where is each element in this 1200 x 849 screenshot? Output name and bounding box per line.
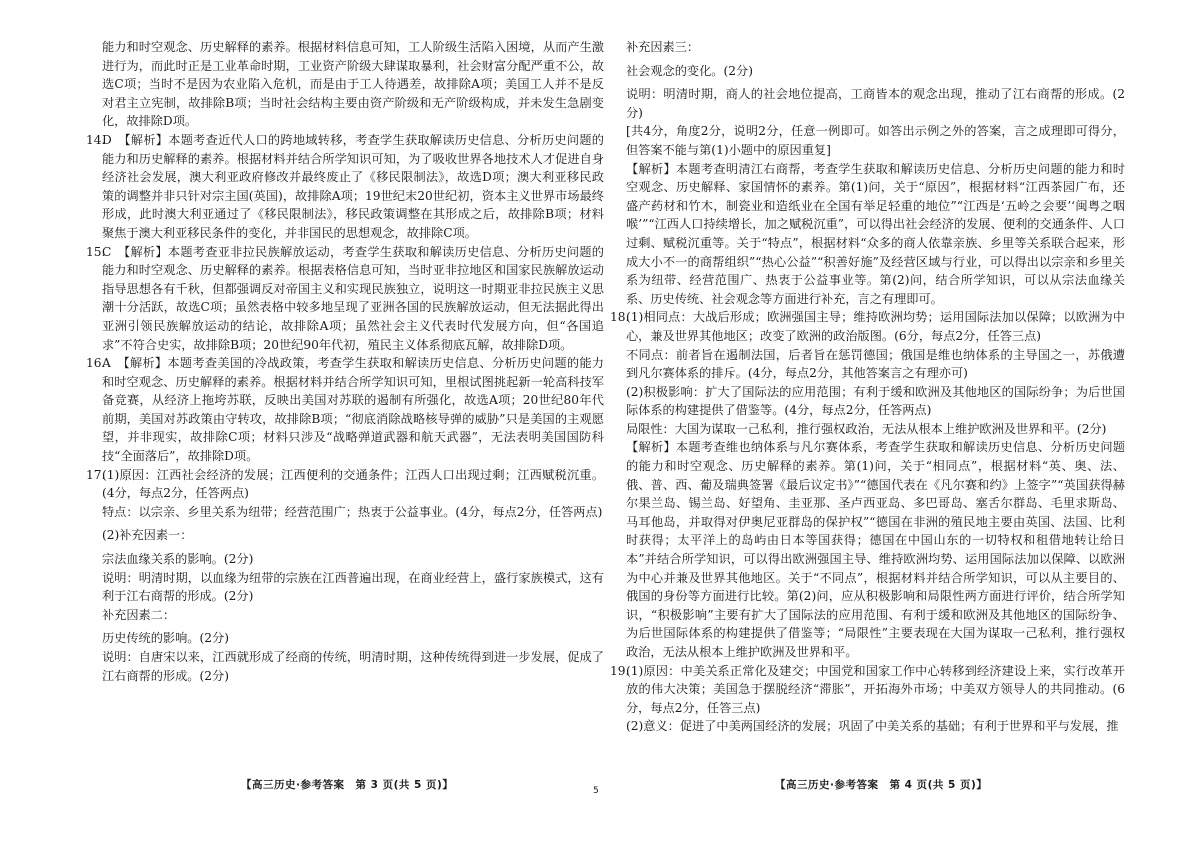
question-number: 15.: [86, 244, 106, 259]
paragraph-text: (1)原因：中美关系正常化及建交；中国党和国家工作中心转移到经济建设上来，实行改革开放的伟大决策；美国急于摆脱经济“滞胀”，开拓海外市场；中美双方领导人的共同推动。(6分，每点2分，任答三点): [626, 663, 1125, 715]
paragraph-text: (1)原因：江西社会经济的发展；江西便利的交通条件；江西人口出现过剩；江西赋税沉重。(4分，每点2分，任答两点): [102, 467, 604, 501]
paragraph-text: 说明：自唐宋以来，江西就形成了经商的传统，明清时期，这种传统得到进一步发展，促成了江右商帮的形成。(2分): [102, 650, 604, 683]
answer-item: [610, 662, 1125, 718]
paragraph-text: 特点：以宗亲、乡里关系为纽带；经营范围广；热衷于公益事业。(4分，每点2分，任答两点): [102, 504, 603, 519]
paragraph-text: 不同点：前者旨在遏制法国，后者旨在惩罚德国；俄国是维也纳体系的主导国之一，苏俄遭到凡尔赛体系的排斥。(4分，每点2分，其他答案言之有理亦可): [626, 347, 1125, 381]
answer-item: [86, 131, 604, 243]
answer-paragraph: [610, 38, 1125, 57]
paragraph-text: (2)意义：促进了中美两国经济的发展；巩固了中美关系的基础；有利于世界和平与发展，推: [626, 719, 1119, 734]
paragraph-text: 局限性：大国为谋取一己私利，推行强权政治，无法从根本上维护欧洲及世界和平。(2分): [626, 421, 1107, 436]
paragraph-text: 补充因素三：: [626, 40, 700, 54]
answer-paragraph: [610, 420, 1125, 439]
paragraph-text: 【解析】本题考查维也纳体系与凡尔赛体系，考查学生获取和解读历史信息、分析历史问题的能力和时空观念、历史解释的素养。第(1)问，关于“相同点”，根据材料“英、奥、法、俄、普、西、葡及瑞典签署《最后议定书》”“德国代表在《凡尔赛和约》上签字”“英国获得赫尔果兰岛、锡兰岛、好望角、圭亚那、圣卢西亚岛、多巴哥岛、塞舌尔群岛、毛里求斯岛、马耳他岛，并取得对伊奥尼亚群岛的保护权”“德国在非洲的殖民地主要由英国、法国、比利时获得；太平洋上的岛屿由日本等国获得；德国在中国山东的一切特权和租借地转让给日本”并结合所学知识，可以得出欧洲强国主导、维持欧洲均势、运用国际法加以保障、以欧洲为中心并兼及世界其他地区。关于“不同点”，根据材料并结合所学知识，可以从主要目的、俄国的身份等方面进行比较。第(2)问，应从积极影响和局限性两方面进行评价，结合所学知识，“积极影响”主要有扩大了国际法的应用范围、有利于缓和欧洲及其他地区的国际纷争、为后世国际体系的构建提供了借鉴等；“局限性”主要表现在大国为谋取一己私利，推行强权政治，无法从根本上维护欧洲及世界和平。: [626, 440, 1125, 659]
answer-paragraph: [610, 383, 1125, 420]
paragraph-text: (1)相同点：大战后形成；欧洲强国主导；维持欧洲均势；运用国际法加以保障；以欧洲为中心，兼及世界其他地区；改变了欧洲的政治版图。(6分，每点2分，任答三点): [626, 310, 1125, 343]
answer-paragraph: [86, 569, 604, 606]
answer-paragraph: [610, 346, 1125, 383]
answer-paragraph: [610, 85, 1125, 122]
answer-paragraph: [86, 629, 604, 648]
paragraph-text: 历史传统的影响。(2分): [102, 631, 229, 646]
answer-item: [86, 354, 604, 466]
paragraph-text: A 【解析】本题考查美国的冷战政策，考查学生获取和解读历史信息、分析历史问题的能力和时空观念、历史解释的素养。根据材料并结合所学知识可知，里根试图挑起新一轮高科技军备竞赛，从经济上拖垮苏联，反映出美国对苏联的遏制有所强化，故选A项；20世纪80年代前期，美国对苏政策由守转攻，故排除B项；“彻底消除战略核导弹的威胁”只是美国的主观愿望，并非现实，故排除C项；材料只涉及“战略弹道武器和航天武器”，无法表明美国国防科技“全面落后”，故排除D项。: [102, 356, 604, 464]
answer-paragraph: [610, 62, 1125, 81]
paragraph-text: 补充因素二：: [102, 607, 176, 622]
left-column: [86, 38, 604, 685]
answer-item: [610, 308, 1125, 345]
paragraph-text: (2)补充因素一：: [102, 528, 193, 543]
paragraph-text: (2)积极影响：扩大了国际法的应用范围；有利于缓和欧洲及其他地区的国际纷争；为后世国际体系的构建提供了借鉴等。(4分，每点2分，任答两点): [626, 384, 1125, 418]
page-number: 5: [593, 786, 599, 796]
paragraph-text: 【解析】本题考查明清江右商帮，考查学生获取和解读历史信息、分析历史问题的能力和时空观念、历史解释、家国情怀的素养。第(1)问，关于“原因”，根据材料“江西茶园广布，还盛产药材和竹木，制瓷业和造纸业在全国有举足轻重的地位”“江西是‘五岭之会要’‘闽粤之咽喉’”“江西人口持续增长，加之赋税沉重”，可以得出社会经济的发展、便利的交通条件、人口过剩、赋税沉重等。关于“特点”，根据材料“众多的商人依靠亲族、乡里等关系联合起来，形成大小不一的商帮组织”“热心公益”“积善好施”及经营区域与行业，可以得出以宗亲和乡里关系为纽带、经营范围广、热衷于公益事业等。第(2)问，结合所学知识，可以从宗法血缘关系、历史传统、社会观念等方面进行补充，言之有理即可。: [626, 161, 1125, 306]
paragraph-text: 说明：明清时期，以血缘为纽带的宗族在江西普遍出现，在商业经营上，盛行家族模式，这有利于江右商帮的形成。(2分): [102, 570, 604, 604]
answer-paragraph: [86, 503, 604, 522]
answer-paragraph: [86, 648, 604, 685]
answer-item: [86, 243, 604, 355]
paragraph-text: [共4分，角度2分，说明2分，任意一例即可。如答出示例之外的答案，言之成理即可得分，但答案不能与第(1)小题中的原因重复]: [626, 124, 1125, 157]
footer-left: 【高三历史·参考答案 第 3 页(共 5 页)】: [241, 779, 454, 791]
paragraph-text: C 【解析】本题考查亚非拉民族解放运动，考查学生获取和解读历史信息、分析历史问题的能力和时空观念、历史解释的素养。根据表格信息可知，当时亚非拉地区和国家民族解放运动指导思想各有千秋，但都强调反对帝国主义和实现民族独立，说明这一时期亚非拉民族主义思潮十分活跃，故选C项；虽然表格中较多地呈现了亚洲各国的民族解放运动，但无法据此得出亚洲引领民族解放运动的结论，故排除A项；虽然社会主义代表时代发展方向，但“各国追求”不符合史实，故排除B项；20世纪90年代初，殖民主义体系彻底瓦解，故排除D项。: [102, 244, 604, 352]
answer-item: [86, 466, 604, 503]
answer-paragraph: [610, 122, 1125, 159]
question-number: 17.: [86, 467, 106, 482]
question-number: 16.: [86, 356, 106, 371]
answer-paragraph: [610, 438, 1125, 661]
answer-paragraph: [610, 717, 1125, 736]
answer-paragraph: [86, 606, 604, 625]
paragraph-text: 社会观念的变化。(2分): [626, 63, 753, 78]
paragraph-text: 说明：明清时期，商人的社会地位提高，工商皆本的观念出现，推动了江右商帮的形成。(2分): [626, 87, 1125, 120]
footer-right: 【高三历史·参考答案 第 4 页(共 5 页)】: [775, 779, 988, 791]
answer-paragraph: [610, 160, 1125, 309]
question-number: 19.: [610, 663, 630, 678]
answer-paragraph: [86, 526, 604, 545]
answer-paragraph: [86, 550, 604, 569]
right-column: [610, 38, 1125, 736]
answer-paragraph: [86, 38, 604, 131]
paragraph-text: 能力和时空观念、历史解释的素养。根据材料信息可知，工人阶级生活陷入困境，从而产生激进行为，而此时正是工业革命时期，工业资产阶级大肆谋取暴利，社会财富分配严重不公，故选C项；当时不是因为农业陷入危机，而是由于工人待遇差，故排除A项；美国工人并不是反对君主立宪制，故排除B项；当时社会结构主要由资产阶级和无产阶级构成，并未发生急剧变化，故排除D项。: [102, 40, 604, 129]
question-number: 18.: [610, 310, 630, 325]
paragraph-text: 宗法血缘关系的影响。(2分): [102, 552, 254, 567]
question-number: 14.: [86, 132, 106, 147]
paragraph-text: D 【解析】本题考查近代人口的跨地域转移，考查学生获取解读历史信息、分析历史问题的能力和历史解释的素养。根据材料并结合所学知识可知，为了吸收世界各地技术人才促进自身经济社会发展，澳大利亚政府修改并最终废止了《移民限制法》，故选D项；澳大利亚移民政策的调整并非只针对宗主国(英国)，故排除A项；19世纪末20世纪初，资本主义世界市场最终形成，此时澳大利亚通过了《移民限制法》，移民政策调整在其形成之后，故排除B项；材料聚焦于澳大利亚移民条件的变化，并非国民的思想观念，故排除C项。: [102, 132, 604, 240]
